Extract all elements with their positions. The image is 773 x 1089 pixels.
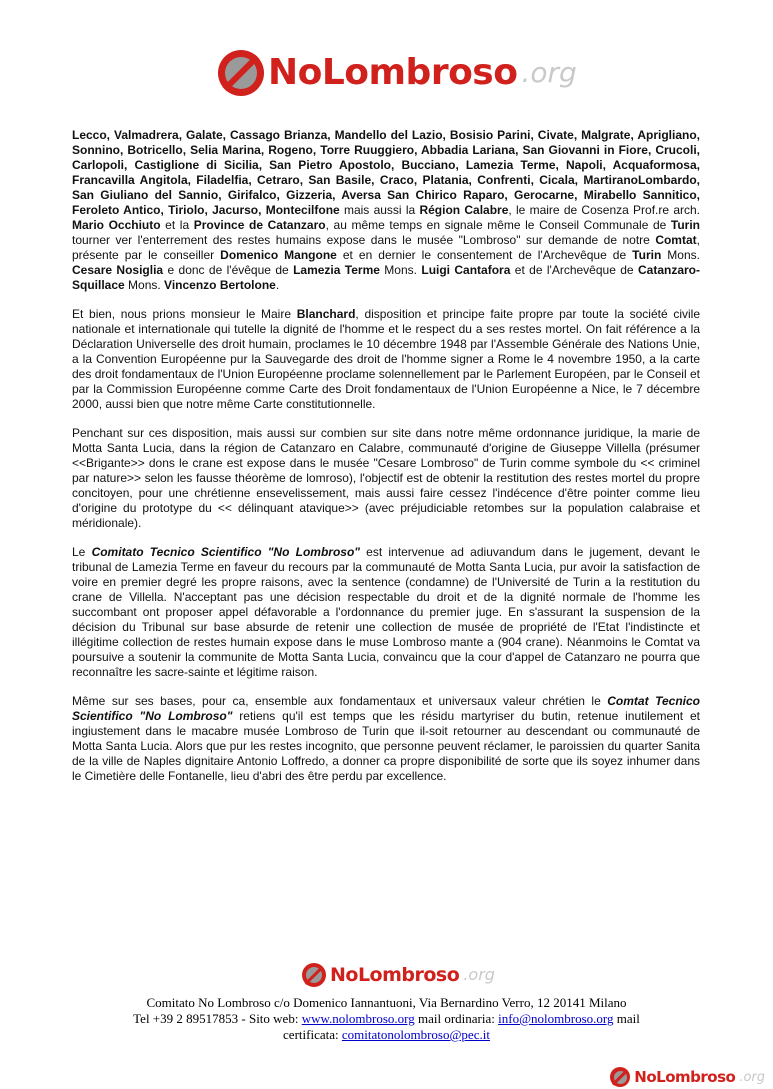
website-link[interactable]: www.nolombroso.org — [301, 1011, 415, 1026]
text-run: Comtat Tecnico Scientifico "No Lombroso" — [72, 694, 700, 723]
pec-line — [40, 1027, 733, 1043]
paragraph-2 — [72, 307, 700, 412]
text-run: . — [275, 278, 280, 292]
email-link[interactable]: info@nolombroso.org — [498, 1011, 614, 1026]
paragraph-1 — [72, 128, 700, 293]
text-run: Penchant sur ces disposition, mais aussi sur combien sur site dans notre même ordonnance juridique, la marie de Motta Santa Lucia, dans la région de Catanzaro en Calabre, communauté d'origine de Giuseppe Villella (présumer <<Brigante>> dons le crane est expose dans le musée "Cesare Lombroso" de Turin comme symbole du << criminel par nature>> selon les fausse théorème de lomroso), l'objectif est de obtenir la restitution des restes mortel du propre concitoyen, pour une chrétienne ensevelissement, mais aussi faire cessez l'indécence d'être pointer comme lieu d'origine du prototype du << délinquant atavique>> (avec préjudiciable retombes sur la population calabraise et méridionale). — [72, 426, 700, 530]
logo-word: NoLombroso — [268, 52, 518, 93]
logo-word: NoLombroso — [634, 1067, 736, 1086]
text-run: Turin — [632, 248, 662, 262]
text-run: Blanchard — [296, 307, 356, 321]
letter-body — [72, 128, 700, 798]
text-run: Et bien, nous prions monsieur le Maire — [72, 307, 297, 321]
mail-label: mail ordinaria: — [414, 1011, 499, 1026]
text-run: Cesare Nosiglia — [72, 263, 164, 277]
footer-logo — [302, 963, 495, 987]
text-run: Mons. — [661, 248, 700, 262]
text-run: Même sur ses bases, pour ca, ensemble aux fondamentaux et universaux valeur chrétien le — [72, 694, 608, 708]
text-run: , le maire de Cosenza Prof.re arch. — [508, 203, 700, 217]
pec-label: certificata: — [283, 1027, 342, 1042]
mail-label-2: mail — [613, 1011, 640, 1026]
text-run: Lecco, Valmadrera, Galate, Cassago Brianza, Mandello del Lazio, Bosisio Parini, Civate, Malgrate, Aprigliano, Sonnino, Botricello, Selia Marina, Rogeno, Torre Ruuggiero, Abbadia Lariana, San Giovanni in Fiore, Crucoli, Carlopoli, Castiglione di Sicilia, San Pietro Apostolo, Bucciano, Lamezia Terme, Napoli, Acquaformosa, Francavilla Angitola, Filadelfia, Cetraro, San Basile, Craco, Platania, Confrenti, Cicala, MartiranoLombardo, San Giuliano del Sannio, Girifalco, Gizzeria, Aversa San Chirico Raparo, Gerocarne, Mirabello Sannitico, Feroleto Antico, Tiriolo, Jacurso, Montecilfone — [72, 128, 700, 217]
text-run: , disposition et principe faite propre par toute la société civile nationale et internationale qui tutelle la dignité de l'homme et le respect du a ses restes mortel. On fait référence a la Déclaration Universelle des droit humain, proclames le 10 décembre 1948 par l'Assemble Générale des Nations Unie, a la Convention Européenne pur la Sauvegarde des droit de l'homme signer a Rome le 4 novembre 1950, a la carte des droit fondamentaux de l'Union Européenne proclame solennellement par le Parlement Européen, par le Conseil et par la Commission Européenne comme Carte des Droit fondamentaux de l'Union Européenne a Nice, le 7 décembre 2000, aussi bien que notre même Carte constitutionnelle. — [72, 307, 701, 411]
text-run: Catanzaro-Squillace — [72, 263, 700, 292]
corner-logo — [610, 1067, 765, 1087]
text-run: Turin — [670, 218, 700, 232]
paragraph-3 — [72, 426, 700, 531]
pec-email-link[interactable]: comitatonolombroso@pec.it — [341, 1027, 490, 1042]
text-run: Mons. — [124, 278, 165, 292]
text-run: Lamezia Terme — [293, 263, 380, 277]
text-run: mais aussi la — [339, 203, 420, 217]
phone-label: Tel +39 2 89517853 - Sito web: — [133, 1011, 302, 1026]
text-run: et en dernier le consentement de l'Archevêque de — [336, 248, 633, 262]
text-run: Vincenzo Bertolone — [164, 278, 276, 292]
text-run: Mario Occhiuto — [72, 218, 161, 232]
text-run: Région Calabre — [419, 203, 509, 217]
no-lombroso-emblem-icon — [218, 50, 264, 96]
text-run: Province de Catanzaro — [193, 218, 326, 232]
contact-line — [40, 1011, 733, 1027]
paragraph-5 — [72, 694, 700, 784]
text-run: , au même temps en signale même le Conseil Communale de — [325, 218, 671, 232]
contact-footer — [40, 995, 733, 1043]
text-run: Luigi Cantafora — [421, 263, 511, 277]
no-lombroso-emblem-icon — [302, 963, 326, 987]
text-run: Mons. — [379, 263, 422, 277]
text-run: tourner ver l'enterrement des restes humains expose dans le musée "Lombroso" sur demande de notre — [72, 233, 656, 247]
paragraph-4 — [72, 545, 700, 680]
text-run: et la — [160, 218, 194, 232]
logo-tld: .org — [463, 965, 495, 984]
text-run: Comitato Tecnico Scientifico "No Lombroso" — [91, 545, 360, 559]
text-run: retiens qu'il est temps que les résidu martyriser du butin, retenue inutilement et ingiustement dans le macabre musée Lombroso de Turin que il-soit retourner au descendant ou communauté de Motta Santa Lucia. Alors que pur les restes incognito, que personne peuvent réclamer, le paroissien du quarter Sanita de la ville de Naples dignitaire Antonio Loffredo, a donner ca propre disponibilité de sorte que ils soyez inhumer dans le Cimetière delle Fontanelle, lieu d'abri des être perdu par excellence. — [72, 709, 701, 783]
logo-word: NoLombroso — [330, 963, 460, 986]
address-line: Comitato No Lombroso c/o Domenico Iannantuoni, Via Bernardino Verro, 12 20141 Milano — [146, 995, 627, 1010]
text-run: , présente par le conseiller — [72, 233, 700, 262]
text-run: Domenico Mangone — [220, 248, 337, 262]
text-run: e donc de l'évêque de — [163, 263, 294, 277]
logo-tld: .org — [739, 1069, 765, 1085]
text-run: est intervenue ad adiuvandum dans le jugement, devant le tribunal de Lamezia Terme en faveur du recours par la communauté de Motta Santa Lucia, pur avoir la satisfaction de voire en premier degré les propre raisons, avec la sentence (condamne) de l'Université de Turin a la restitution du crane de Villella. N'acceptant pas une décision respectable du droit et de la dignité normale de l'homme les succombant ont proposer appel défavorable a l'ordonnance du premier juge. En s'assurant la suspension de la décision du Tribunal sur base absurde de retenir une collection de musée de propriété de l'Etat l'indistincte et illégitime collection de restes humain expose dans le muse Lombroso mante a (904 crane). Néanmoins le Comtat va poursuive a soutenir la communite de Motta Santa Lucia, convaincu que la cour d'appel de Catanzaro ne pourra que reconnaître les sacre-sainte et légitime raison. — [72, 545, 700, 679]
header-logo — [218, 50, 577, 96]
text-run: Comtat — [655, 233, 697, 247]
no-lombroso-emblem-icon — [610, 1067, 630, 1087]
text-run: et de l'Archevêque de — [510, 263, 638, 277]
logo-tld: .org — [521, 56, 577, 89]
text-run: Le — [72, 545, 92, 559]
